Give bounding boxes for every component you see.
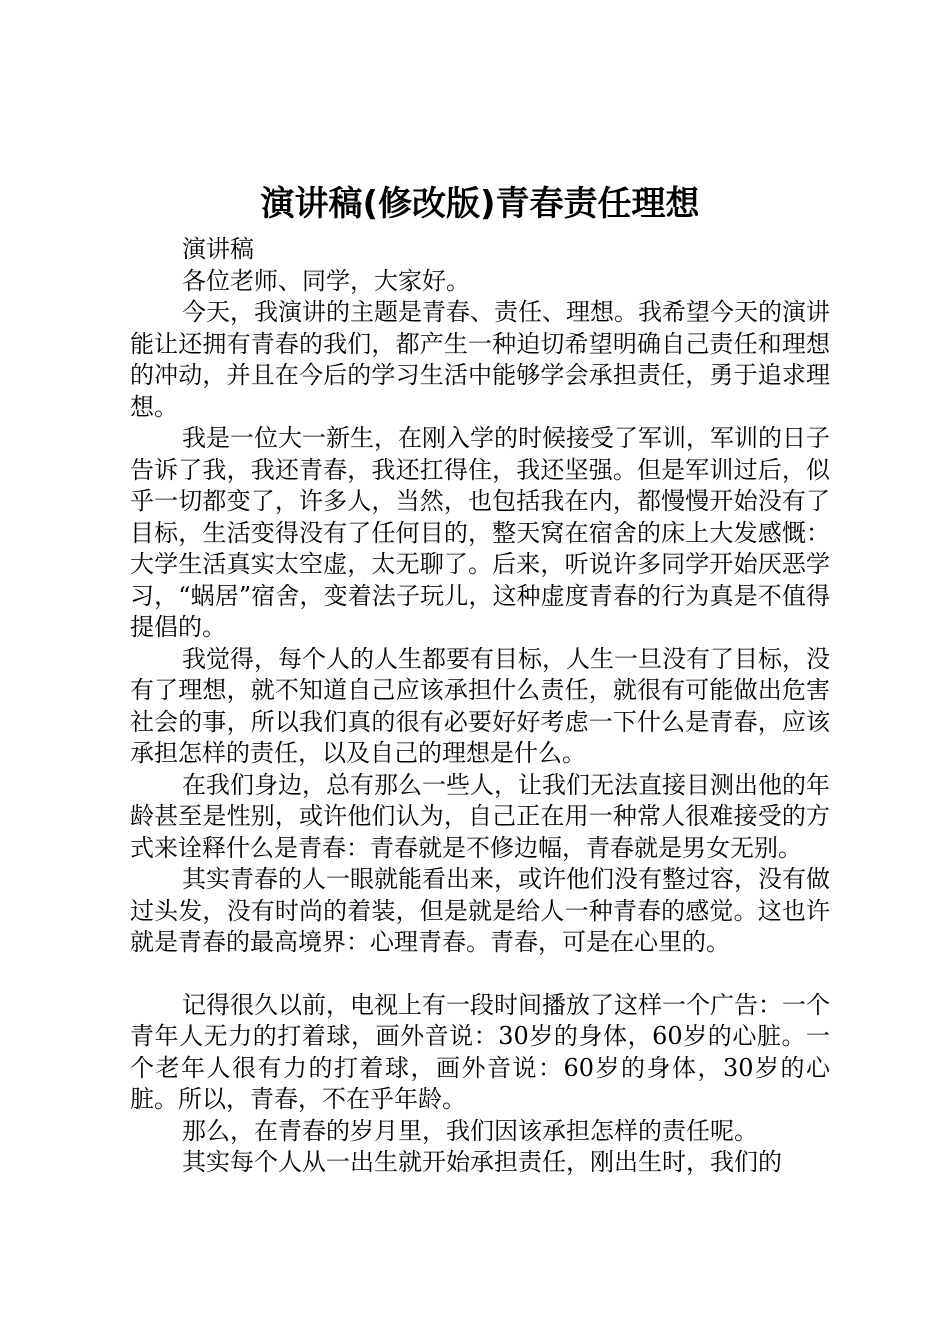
paragraph-topic: 今天，我演讲的主题是青春、责任、理想。我希望今天的演讲能让还拥有青春的我们，都产生一种迫切希望明确自己责任和理想的冲动，并且在今后的学习生活中能够学会承担责任，勇于追求理想。 <box>130 298 830 421</box>
document-page <box>130 180 830 1179</box>
document-title: 演讲稿(修改版)青春责任理想 <box>260 184 700 224</box>
paragraph-appearance: 在我们身边，总有那么一些人，让我们无法直接目测出他的年龄甚至是性别，或许他们认为，自己正在用一种常人很难接受的方式来诠释什么是青春：青春就是不修边幅，青春就是男女无别。 <box>130 770 830 862</box>
paragraph-youthful-heart: 其实青春的人一眼就能看出来，或许他们没有整过容，没有做过头发，没有时尚的着装，但是就是给人一种青春的感觉。这也许就是青春的最高境界：心理青春。青春，可是在心里的。 <box>130 865 830 956</box>
paragraph-advertisement: 记得很久以前，电视上有一段时间播放了这样一个广告：一个青年人无力的打着球，画外音说：30岁的身体，60岁的心脏。一个老年人很有力的打着球，画外音说：60岁的身体，30岁的心脏。所以，青春，不在乎年龄。 <box>130 990 830 1113</box>
paragraph-heading: 演讲稿 <box>182 235 254 263</box>
paragraph-freshman: 我是一位大一新生，在刚入学的时候接受了军训，军训的日子告诉了我，我还青春，我还扛得住，我还坚强。但是军训过后，似乎一切都变了，许多人，当然，也包括我在内，都慢慢开始没有了目标，生活变得没有了任何目的，整天窝在宿舍的床上大发感慨：大学生活真实太空虚，太无聊了。后来，听说许多同学开始厌恶学习，“蜗居”宿舍，变着法子玩儿，这种虚度青春的行为真是不值得提倡的。 <box>130 424 830 641</box>
paragraph-responsibility-start: 其实每个人从一出生就开始承担责任，刚出生时，我们的 <box>182 1148 782 1176</box>
paragraph-spacer <box>130 959 830 990</box>
paragraph-greeting: 各位老师、同学，大家好。 <box>182 266 470 295</box>
paragraph-goals: 我觉得，每个人的人生都要有目标，人生一旦没有了目标，没有了理想，就不知道自己应该承担什么责任，就很有可能做出危害社会的事，所以我们真的很有必要好好考虑一下什么是青春，应该承担怎样的责任，以及自己的理想是什么。 <box>130 644 830 767</box>
paragraph-responsibility-question: 那么，在青春的岁月里，我们因该承担怎样的责任呢。 <box>182 1116 758 1145</box>
